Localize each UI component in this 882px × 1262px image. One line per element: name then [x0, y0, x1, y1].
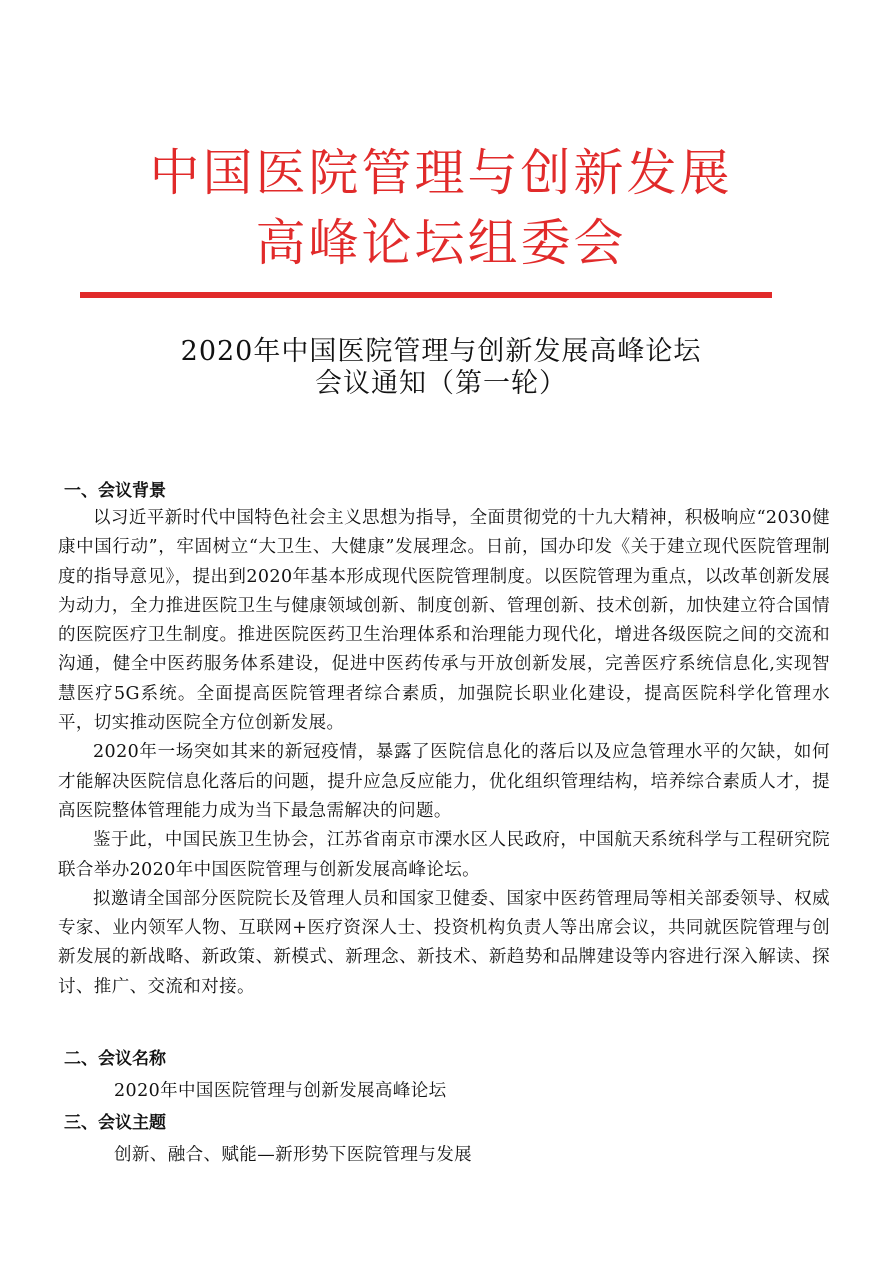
- background-paragraph-3: 鉴于此，中国民族卫生协会，江苏省南京市溧水区人民政府，中国航天系统科学与工程研究院联合举办2020年中国医院管理与创新发展高峰论坛。: [58, 830, 830, 880]
- red-divider: [80, 292, 772, 298]
- notice-title-line1: 2020年中国医院管理与创新发展高峰论坛: [180, 336, 702, 367]
- background-paragraph-1: 以习近平新时代中国特色社会主义思想为指导，全面贯彻党的十九大精神，积极响应“2030健康中国行动”，牢固树立“大卫生、大健康”发展理念。日前，国办印发《关于建立现代医院管理制度的指导意见》，提出到2020年基本形成现代医院管理制度。以医院管理为重点，以改革创新发展为动力，全力推进医院卫生与健康领域创新、制度创新、管理创新、技术创新，加快建立符合国情的医院医疗卫生制度。推进医院医药卫生治理体系和治理能力现代化，增进各级医院之间的交流和沟通，健全中医药服务体系建设，促进中医药传承与开放创新发展，完善医疗系统信息化,实现智慧医疗5G系统。全面提高医院管理者综合素质，加强院长职业化建设，提高医院科学化管理水平，切实推动医院全方位创新发展。: [58, 508, 830, 734]
- conference-theme: 创新、融合、赋能—新形势下医院管理与发展: [114, 1145, 472, 1165]
- conference-name: 2020年中国医院管理与创新发展高峰论坛: [114, 1081, 447, 1101]
- background-paragraph-4: 拟邀请全国部分医院院长及管理人员和国家卫健委、国家中医药管理局等相关部委领导、权威专家、业内领军人物、互联网+医疗资深人士、投资机构负责人等出席会议，共同就医院管理与创新发展的新战略、新政策、新模式、新理念、新技术、新趋势和品牌建设等内容进行深入解读、探讨、推广、交流和对接。: [58, 888, 830, 997]
- background-paragraph-2: 2020年一场突如其来的新冠疫情，暴露了医院信息化的落后以及应急管理水平的欠缺，如何才能解决医院信息化落后的问题，提升应急反应能力，优化组织管理结构，培养综合素质人才，提高医院整体管理能力成为当下最急需解决的问题。: [58, 742, 830, 821]
- section-heading-theme: 三、会议主题: [64, 1113, 166, 1133]
- section-heading-name: 二、会议名称: [64, 1049, 166, 1069]
- organizer-title-line2: 高峰论坛组委会: [255, 214, 627, 272]
- section-heading-background: 一、会议背景: [64, 481, 166, 501]
- background-body: [58, 504, 830, 1002]
- notice-title-line2: 会议通知（第一轮）: [315, 368, 567, 399]
- organizer-title-line1: 中国医院管理与创新发展: [149, 144, 733, 202]
